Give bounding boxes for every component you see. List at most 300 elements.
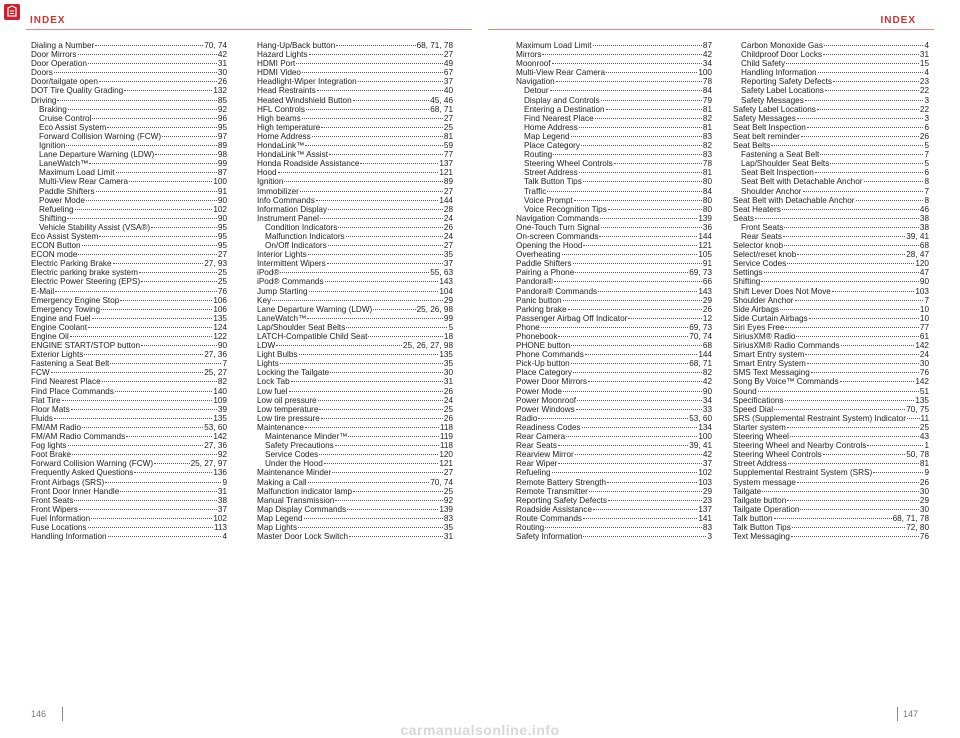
entry-term: Interior Lights [257, 250, 307, 260]
entry-page: 25, 27 [204, 368, 227, 378]
index-entry [516, 514, 712, 523]
entry-page: 27 [443, 468, 453, 478]
entry-page: 25 [217, 277, 227, 287]
entry-page: 141 [698, 513, 712, 523]
entry-term: Maintenance Minder™ [265, 432, 348, 442]
entry-term: Low tire pressure [257, 413, 320, 423]
entry-page: 136 [213, 468, 227, 478]
entry-term: Routing [524, 150, 553, 160]
entry-term: Maximum Load Limit [39, 168, 115, 178]
entry-term: Multi-View Rear Camera [516, 68, 606, 78]
index-entry [516, 59, 712, 68]
entry-term: Reporting Safety Defects [516, 495, 608, 505]
entry-page: 90 [217, 213, 227, 223]
index-entry [733, 396, 929, 405]
dot-leader [309, 290, 439, 292]
dot-leader [575, 453, 702, 455]
entry-term: Master Door Lock Switch [257, 532, 349, 542]
dot-leader [832, 290, 914, 292]
dot-leader [576, 408, 702, 410]
entry-term: Doors [31, 68, 53, 78]
dot-leader [305, 144, 443, 146]
dot-leader [327, 262, 443, 264]
dot-leader [105, 481, 221, 483]
entry-page: 51 [919, 386, 929, 396]
index-entry [257, 214, 453, 223]
entry-page: 25, 26, 27, 98 [402, 341, 453, 351]
index-entry [31, 478, 227, 487]
dot-leader [840, 380, 915, 382]
entry-page: 80 [702, 177, 712, 187]
dot-leader [598, 290, 697, 292]
entry-term: Child Safety [741, 59, 786, 69]
dot-leader [758, 390, 919, 392]
entry-page: 4 [924, 68, 929, 78]
dot-leader [302, 117, 443, 119]
dot-leader [113, 262, 204, 264]
entry-term: LATCH-Compatible Child Seat [257, 332, 368, 341]
index-entry [257, 187, 453, 196]
entry-page: 29 [443, 295, 453, 305]
entry-term: Information Display [257, 204, 328, 214]
index-entry [733, 423, 929, 432]
entry-page: 70, 75 [906, 404, 929, 414]
entry-page: 144 [698, 350, 712, 360]
dot-leader [291, 380, 443, 382]
entry-term: Info Commands [257, 195, 315, 205]
index-entry [733, 296, 929, 305]
index-entry [31, 59, 227, 68]
index-subentry [733, 59, 929, 68]
entry-page: 10 [919, 313, 929, 323]
index-entry [733, 132, 929, 141]
entry-term: Navigation [516, 77, 555, 87]
dot-leader [67, 217, 217, 219]
entry-term: Braking [39, 104, 67, 114]
entry-page: 92 [217, 450, 227, 460]
entry-page: 5 [924, 159, 929, 169]
index-subentry [733, 232, 929, 241]
entry-page: 12 [702, 313, 712, 323]
entry-page: 31 [443, 377, 453, 387]
entry-page: 85 [217, 95, 227, 105]
entry-term: LDW [257, 341, 276, 351]
index-entry [733, 350, 929, 359]
dot-leader [68, 108, 217, 110]
dot-leader [585, 353, 698, 355]
index-subentry [733, 41, 929, 50]
entry-term: Safety Messages [741, 95, 804, 105]
entry-page: 68 [702, 341, 712, 351]
index-entry [31, 287, 227, 296]
index-subentry [31, 223, 227, 232]
entry-term: Steering Wheel and Nearby Controls [733, 441, 867, 451]
entry-page: 143 [698, 286, 712, 296]
entry-page: 98 [217, 150, 227, 160]
dot-leader [155, 153, 217, 155]
dot-leader [289, 390, 443, 392]
entry-term: Rear Wiper [516, 459, 558, 469]
entry-term: Side Curtain Airbags [733, 313, 808, 323]
index-entry [257, 41, 453, 50]
entry-term: HondaLink™ [257, 141, 305, 151]
index-entry [733, 141, 929, 150]
entry-page: 139 [698, 213, 712, 223]
dot-leader [755, 217, 919, 219]
index-entry [516, 241, 712, 250]
index-entry [516, 377, 712, 386]
entry-page: 106 [213, 304, 227, 314]
index-entry [516, 505, 712, 514]
entry-page: 121 [439, 459, 453, 469]
entry-term: Service Codes [265, 450, 319, 460]
dot-leader [129, 180, 212, 182]
index-entry [257, 268, 453, 277]
dot-leader [577, 399, 702, 401]
index-entry [257, 377, 453, 386]
index-entry [31, 341, 227, 350]
entry-page: 122 [213, 332, 227, 341]
index-entry [31, 50, 227, 59]
dot-leader [762, 490, 919, 492]
entry-page: 81 [702, 122, 712, 132]
dot-leader [790, 435, 919, 437]
dot-leader [107, 126, 217, 128]
entry-term: Seat Belt Inspection [733, 122, 806, 132]
index-entry [733, 514, 929, 523]
entry-term: Talk Button Tips [524, 177, 582, 187]
index-column-3 [516, 41, 712, 541]
dot-leader [151, 226, 217, 228]
dot-leader [95, 44, 203, 46]
dot-leader [304, 517, 443, 519]
entry-term: Find Nearest Place [524, 113, 594, 123]
entry-page: 95 [217, 241, 227, 251]
entry-term: Rear Camera [516, 432, 566, 442]
index-entry [733, 259, 929, 268]
entry-term: Starter system [733, 422, 786, 432]
dot-leader [321, 126, 443, 128]
index-subentry [31, 132, 227, 141]
entry-page: 26 [443, 222, 453, 232]
dot-leader [126, 435, 212, 437]
dot-leader [547, 190, 702, 192]
entry-term: Pandora® Commands [516, 286, 598, 296]
dot-leader [780, 308, 919, 310]
entry-page: 27, 93 [204, 259, 227, 269]
entry-page: 78 [702, 159, 712, 169]
entry-page: 102 [698, 468, 712, 478]
entry-term: FCW [31, 368, 50, 378]
dot-leader [588, 380, 702, 382]
entry-page: 30 [217, 68, 227, 78]
entry-term: Overheating [516, 250, 561, 260]
entry-page: 25 [443, 404, 453, 414]
dot-leader [72, 453, 217, 455]
dot-leader [110, 362, 221, 364]
entry-term: Handling Information [741, 68, 817, 78]
dot-leader [541, 326, 689, 328]
index-entry [257, 305, 453, 314]
entry-page: 90 [217, 195, 227, 205]
entry-page: 26 [919, 477, 929, 487]
dot-leader [774, 517, 892, 519]
entry-page: 143 [439, 277, 453, 287]
entry-term: Map Legend [257, 513, 303, 523]
entry-term: Tailgate [733, 486, 762, 496]
dot-leader [320, 217, 443, 219]
entry-term: Door/tailgate open [31, 77, 98, 87]
entry-term: iPod® [257, 268, 280, 278]
entry-term: Steering Wheel [733, 432, 789, 442]
entry-page: 100 [698, 432, 712, 442]
index-column-1 [31, 41, 227, 541]
entry-term: Remote Battery Strength [516, 477, 607, 487]
entry-term: Tailgate Operation [733, 504, 800, 514]
dot-leader [278, 171, 439, 173]
dot-leader [583, 244, 697, 246]
index-entry [516, 77, 712, 86]
entry-term: Front Seats [741, 222, 784, 232]
dot-leader [75, 208, 213, 210]
index-subentry [31, 105, 227, 114]
index-subentry [31, 159, 227, 168]
index-subentry [31, 168, 227, 177]
entry-term: Steering Wheel Controls [524, 159, 613, 169]
dot-leader [306, 108, 429, 110]
dot-leader [805, 353, 918, 355]
dot-leader [55, 290, 217, 292]
index-entry [516, 223, 712, 232]
dot-leader [321, 417, 443, 419]
entry-term: Hood [257, 168, 277, 178]
dot-leader [79, 508, 217, 510]
index-entry [257, 259, 453, 268]
entry-term: Multi-View Rear Camera [39, 177, 129, 187]
index-entry [516, 441, 712, 450]
index-entry [733, 332, 929, 341]
entry-term: SiriusXM® Radio [733, 332, 796, 341]
index-entry [516, 268, 712, 277]
dot-leader [305, 426, 439, 428]
index-entry [257, 86, 453, 95]
dot-leader [599, 235, 697, 237]
index-subentry [733, 150, 929, 159]
index-entry [31, 232, 227, 241]
index-entry [31, 350, 227, 359]
dot-leader [581, 144, 702, 146]
entry-page: 28 [443, 204, 453, 214]
index-entry [31, 441, 227, 450]
entry-term: Under the Hood [265, 459, 323, 469]
entry-page: 7 [222, 359, 227, 369]
dot-leader [348, 435, 439, 437]
index-subentry [516, 177, 712, 186]
dot-leader [571, 135, 702, 137]
entry-page: 119 [439, 432, 453, 442]
dot-leader [787, 426, 919, 428]
dot-leader [349, 535, 443, 537]
entry-term: Headlight-Wiper Integration [257, 77, 357, 87]
index-entry [257, 168, 453, 177]
entry-term: Safety Label Locations [741, 86, 824, 96]
index-entry [257, 96, 453, 105]
entry-term: Home Address [524, 122, 578, 132]
index-subentry [516, 187, 712, 196]
entry-page: 61 [919, 332, 929, 341]
index-entry [516, 341, 712, 350]
entry-term: Safety Information [516, 532, 583, 542]
dot-leader [368, 335, 442, 337]
entry-page: 37 [217, 504, 227, 514]
entry-term: Speed Dial [733, 404, 774, 414]
entry-page: 25 [919, 422, 929, 432]
entry-page: 67 [443, 68, 453, 78]
entry-term: Door Mirrors [31, 50, 77, 60]
entry-page: 29 [702, 295, 712, 305]
entry-term: Maintenance [257, 422, 304, 432]
entry-page: 59 [443, 141, 453, 151]
index-entry [257, 405, 453, 414]
entry-term: LaneWatch™ [39, 159, 89, 169]
index-entry [516, 450, 712, 459]
entry-page: 7 [924, 295, 929, 305]
dot-leader [593, 44, 702, 46]
entry-term: Lock Tab [257, 377, 290, 387]
entry-term: Routing [516, 522, 545, 532]
index-entry [31, 423, 227, 432]
dot-leader [96, 190, 217, 192]
entry-page: 106 [213, 295, 227, 305]
index-entry [31, 505, 227, 514]
entry-term: Phone Commands [516, 350, 584, 360]
entry-term: Flat Tire [31, 395, 61, 405]
index-entry [257, 414, 453, 423]
entry-term: Select/reset knob [733, 250, 797, 260]
dot-leader [593, 508, 697, 510]
entry-page: 83 [702, 131, 712, 141]
index-subentry [733, 168, 929, 177]
index-subentry [516, 123, 712, 132]
dot-leader [346, 235, 443, 237]
entry-page: 83 [443, 513, 453, 523]
entry-term: Seat Heaters [733, 204, 781, 214]
entry-term: Power Mode [39, 195, 85, 205]
entry-page: 70, 74 [430, 477, 453, 487]
dot-leader [797, 481, 919, 483]
index-entry [516, 523, 712, 532]
entry-page: 29 [702, 486, 712, 496]
entry-term: System message [733, 477, 796, 487]
page-header [0, 0, 960, 28]
entry-page: 92 [443, 495, 453, 505]
entry-term: Rear Seats [741, 231, 782, 241]
entry-term: Lights [257, 359, 279, 369]
entry-page: 22 [919, 86, 929, 96]
entry-page: 27 [443, 186, 453, 196]
dot-leader [89, 162, 217, 164]
dot-leader [91, 517, 212, 519]
dot-leader [162, 135, 217, 137]
entry-page: 134 [698, 422, 712, 432]
entry-page: 68, 71 [689, 359, 712, 369]
dot-leader [120, 490, 217, 492]
entry-page: 47 [919, 268, 929, 278]
entry-page: 68, 71, 78 [416, 41, 453, 50]
dot-leader [818, 71, 924, 73]
dot-leader [811, 371, 919, 373]
dot-leader [601, 226, 702, 228]
entry-page: 132 [213, 86, 227, 96]
entry-page: 4 [924, 41, 929, 50]
dot-leader [309, 53, 443, 55]
dot-leader [115, 390, 213, 392]
index-subentry [31, 214, 227, 223]
index-entry [516, 478, 712, 487]
index-entry [257, 250, 453, 259]
index-entry [733, 450, 929, 459]
dot-leader [317, 89, 443, 91]
dot-leader [120, 299, 212, 301]
dot-leader [824, 44, 924, 46]
entry-page: 76 [919, 532, 929, 542]
entry-term: Eco Assist System [39, 122, 107, 132]
index-entry [257, 196, 453, 205]
entry-term: iPod® Commands [257, 277, 324, 287]
entry-page: 37 [443, 259, 453, 269]
entry-term: Place Category [516, 368, 572, 378]
index-subentry [733, 96, 929, 105]
entry-term: Seat belt reminder [733, 131, 800, 141]
entry-page: 99 [217, 159, 227, 169]
entry-term: Place Category [524, 141, 580, 151]
dot-leader [66, 144, 216, 146]
index-entry [31, 41, 227, 50]
dot-leader [330, 371, 443, 373]
entry-term: Driving [31, 95, 57, 105]
entry-page: 135 [213, 313, 227, 323]
entry-page: 7 [924, 150, 929, 160]
entry-term: Map Lights [257, 522, 298, 532]
index-entry [733, 359, 929, 368]
entry-page: 102 [213, 513, 227, 523]
index-entry [31, 359, 227, 368]
index-entry [516, 459, 712, 468]
index-entry [516, 287, 712, 296]
entry-page: 144 [698, 231, 712, 241]
entry-term: SMS Text Messaging [733, 368, 810, 378]
dot-leader [833, 80, 919, 82]
dot-leader [606, 108, 702, 110]
entry-page: 26 [919, 131, 929, 141]
entry-page: 38 [919, 222, 929, 232]
entry-term: Route Commands [516, 513, 582, 523]
dot-leader [782, 208, 919, 210]
index-subentry [516, 205, 712, 214]
index-subentry [31, 114, 227, 123]
entry-page: 40 [443, 86, 453, 96]
entry-term: Seat Belt with Detachable Anchor [733, 195, 855, 205]
dot-leader [280, 362, 443, 364]
entry-term: Phone [516, 322, 540, 332]
entry-term: Fastening a Seat Belt [31, 359, 110, 369]
dot-leader [82, 426, 203, 428]
dot-leader [601, 99, 702, 101]
entry-page: 109 [213, 395, 227, 405]
entry-term: Paddle Shifters [516, 259, 572, 269]
index-entry [31, 396, 227, 405]
index-entry [257, 296, 453, 305]
